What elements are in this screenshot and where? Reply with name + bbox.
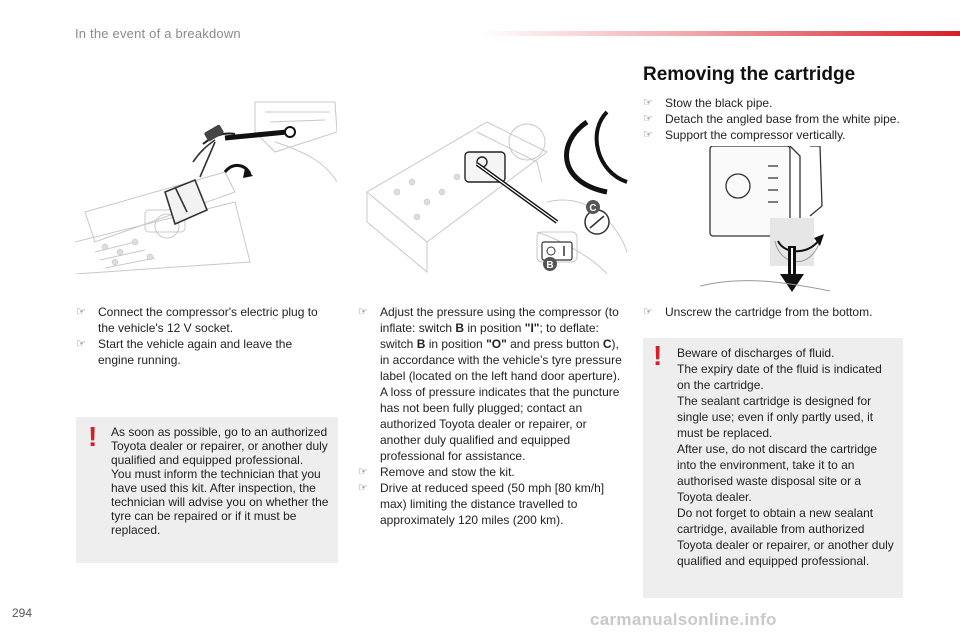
figure-cartridge-removal bbox=[700, 146, 830, 296]
col2-bullets bbox=[358, 304, 622, 528]
pointing-finger-icon: ☞ bbox=[358, 306, 368, 318]
exclamation-icon: ! bbox=[653, 340, 663, 371]
header-accent-bar bbox=[480, 31, 960, 36]
list-item: ☞ Support the compressor vertically. bbox=[643, 128, 846, 142]
list-item: ☞ Unscrew the cartridge from the bottom. bbox=[643, 305, 873, 319]
pointing-finger-icon: ☞ bbox=[643, 113, 653, 125]
pointing-finger-icon: ☞ bbox=[643, 129, 653, 141]
page-header-title: In the event of a breakdown bbox=[75, 26, 241, 41]
label-b: B bbox=[546, 260, 554, 271]
list-item: ☞ Connect the compressor's electric plug to the vehicle's 12 V socket. bbox=[76, 305, 318, 335]
list-item: ☞ Remove and stow the kit. bbox=[358, 465, 515, 479]
warning-box-fluid bbox=[643, 338, 903, 598]
section-title-removing-cartridge: Removing the cartridge bbox=[643, 64, 856, 85]
watermark: carmanualsonline.info bbox=[590, 610, 777, 629]
cartridge-removal-illustration bbox=[700, 146, 830, 296]
pointing-finger-icon: ☞ bbox=[76, 338, 86, 350]
warning-box-dealer bbox=[76, 417, 338, 563]
list-item: ☞ Adjust the pressure using the compressor (to inflate: switch B in position "I"; to deflate: switch B in position "O" and press button C), in accordance with the vehicle's tyre pressure label (located on the left hand door aperture). A loss of pressure indicates that the puncture has not been fully plugged; contact an authorized Toyota dealer or repairer, or another duly qualified and equipped professional for assistance. bbox=[358, 305, 622, 463]
col1-bullets bbox=[76, 304, 328, 368]
figure-compressor-plug bbox=[75, 92, 337, 274]
pointing-finger-icon: ☞ bbox=[76, 306, 86, 318]
label-c: C bbox=[589, 203, 597, 214]
pointing-finger-icon: ☞ bbox=[358, 482, 368, 494]
list-item: ☞ Start the vehicle again and leave the engine running. bbox=[76, 337, 293, 367]
list-item: ☞ Drive at reduced speed (50 mph [80 km/h] max) limiting the distance travelled to approximately 120 miles (200 km). bbox=[358, 481, 605, 527]
compressor-plug-illustration bbox=[75, 92, 337, 274]
list-item: ☞ Detach the angled base from the white pipe. bbox=[643, 112, 900, 126]
exclamation-icon: ! bbox=[88, 421, 98, 452]
list-item: ☞ Stow the black pipe. bbox=[643, 96, 773, 110]
col3-bullet-bottom bbox=[643, 304, 913, 320]
col3-bullets bbox=[643, 95, 913, 143]
compressor-switches-illustration bbox=[357, 92, 630, 274]
pointing-finger-icon: ☞ bbox=[643, 97, 653, 109]
figure-compressor-switches bbox=[357, 92, 630, 274]
page-number: 294 bbox=[12, 606, 33, 620]
pointing-finger-icon: ☞ bbox=[643, 306, 653, 318]
warning-text: As soon as possible, go to an authorized Toyota dealer or repairer, or another duly qualified and equipped professional. You must inform the technician that you have used this kit. After inspection, the technician will advise you on whether the tyre can be repaired or if it must be replaced. bbox=[111, 425, 329, 537]
pointing-finger-icon: ☞ bbox=[358, 466, 368, 478]
warning-text: Beware of discharges of fluid. The expiry date of the fluid is indicated on the cartridge. The sealant cartridge is designed for single use; even if only partly used, it must be replaced. After use, do not discard the cartridge into the environment, take it to an authorised waste disposal site or a Toyota dealer. Do not forget to obtain a new sealant cartridge, available from authorized Toyota dealer or repairer, or another duly qualified and equipped professional. bbox=[677, 346, 894, 568]
